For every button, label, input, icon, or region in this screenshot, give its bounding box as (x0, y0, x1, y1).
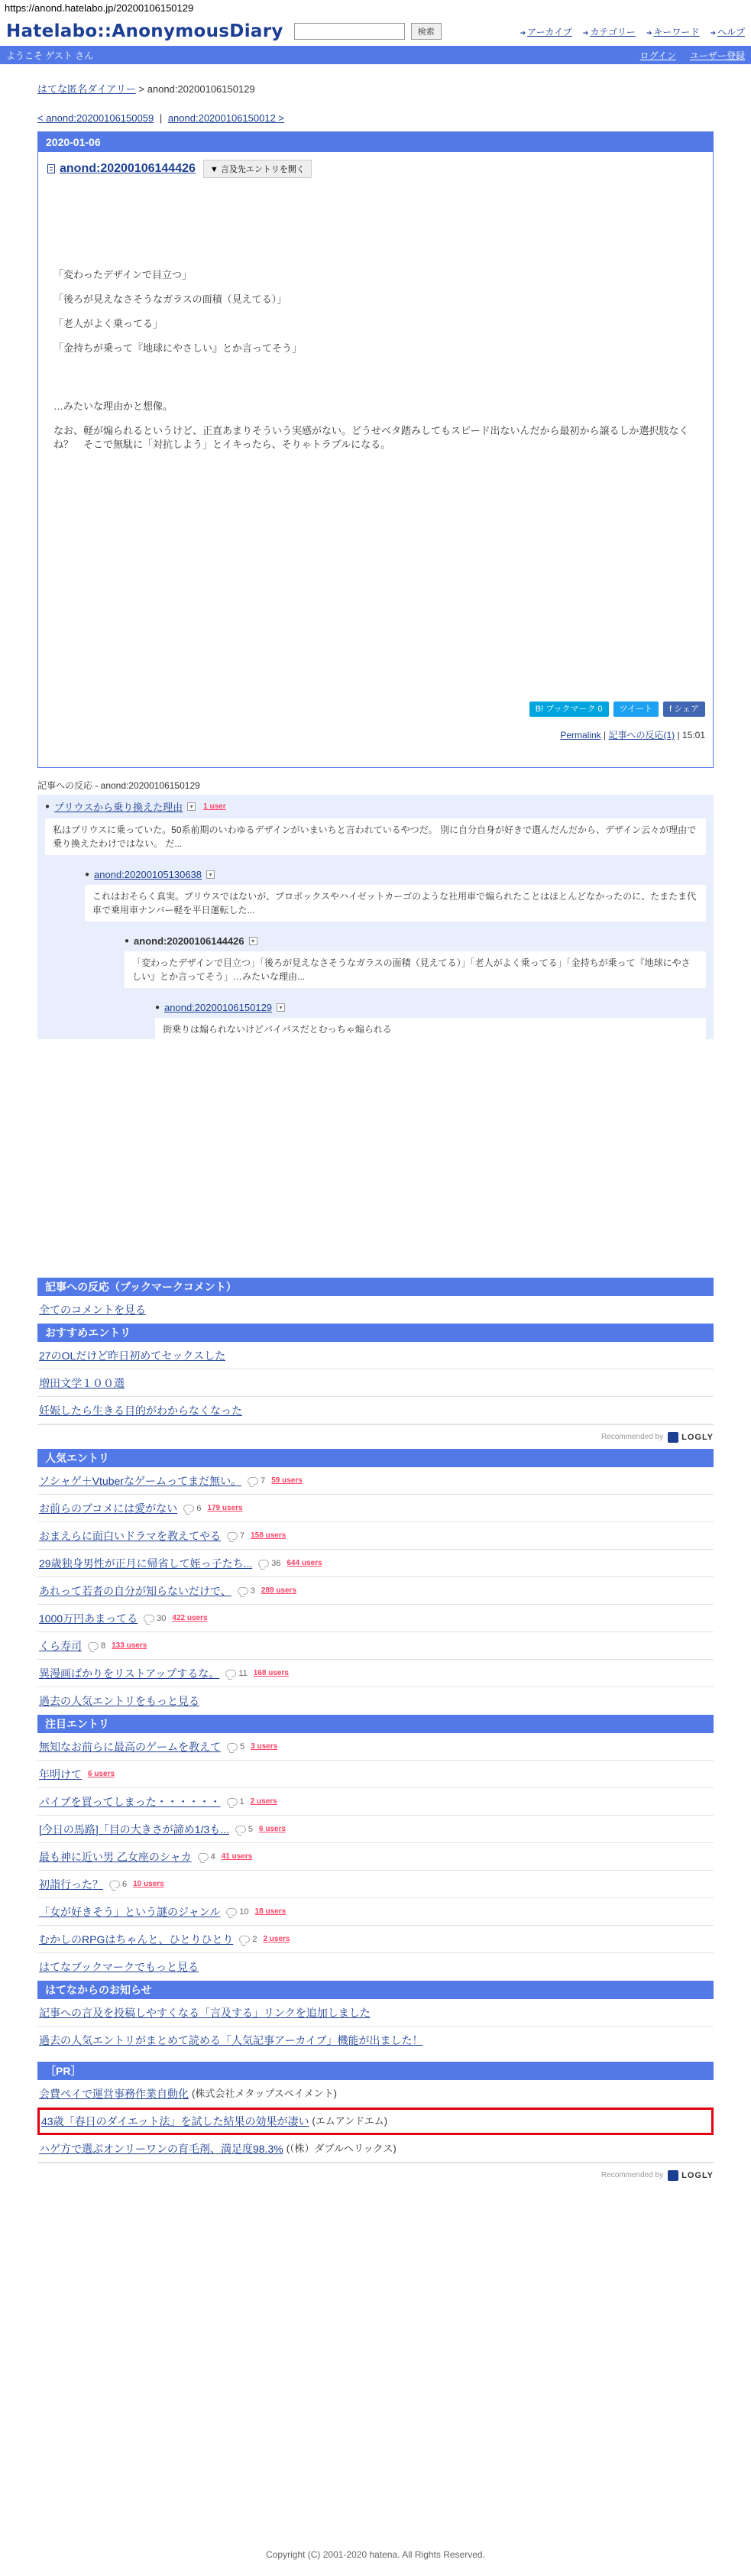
bullet-icon: ● (85, 870, 90, 879)
bullet-icon: ● (155, 1003, 160, 1012)
notable-entry-link[interactable]: 「女が好きそう」という謎のジャンル (39, 1905, 221, 1918)
comment-count: 10 (226, 1898, 248, 1926)
nav-help-link[interactable]: ➔ ヘルプ (710, 25, 745, 38)
reaction-item (155, 1002, 706, 1041)
bullet-icon: ● (125, 937, 130, 945)
bullet-icon: ● (45, 802, 50, 811)
comment-count: 8 (88, 1632, 105, 1660)
speech-bubble-icon (88, 1642, 99, 1650)
pr-link[interactable]: 会費ペイで運営事務作業自動化 (39, 2087, 189, 2100)
speech-bubble-icon (235, 1826, 246, 1833)
comment-count: 11 (225, 1660, 247, 1687)
users-count-badge[interactable]: 41 users (221, 1852, 253, 1861)
list-item (37, 1788, 714, 1816)
popular-entry-link[interactable]: 1000万円あまってる (39, 1612, 138, 1625)
list-item (37, 2135, 714, 2163)
speech-bubble-icon (144, 1615, 154, 1622)
pr-link[interactable]: ハゲ方で選ぶオンリーワンの育毛剤、満足度98.3% (39, 2142, 283, 2155)
list-item (37, 1577, 714, 1605)
list-item (37, 1550, 714, 1577)
list-item (37, 1733, 714, 1761)
notable-entry-link[interactable]: むかしのRPGはちゃんと、ひとりひとり (39, 1933, 234, 1946)
list-item (37, 1605, 714, 1632)
next-entry-link[interactable]: anond:20200106150012 > (167, 112, 285, 124)
list-item (37, 1898, 714, 1926)
entry-pager (37, 112, 714, 124)
comment-count: 6 (183, 1495, 201, 1522)
entry-paragraph: 「後ろが見えなさそうなガラスの面積（見えてる）」 (53, 293, 287, 305)
list-item (37, 1522, 714, 1550)
speech-bubble-icon (226, 1908, 237, 1916)
url-bar[interactable]: https://anond.hatelabo.jp/20200106150129 (0, 0, 751, 17)
reaction-excerpt: これはおそらく真実。プリウスではないが、プロボックスやハイゼットカーゴのような社用車で煽られたことはほとんどなかったのに、たまたま代車で乗用車ナンバー軽を平日運転した... (85, 885, 706, 922)
section-header: ［PR］ (37, 2062, 714, 2080)
breadcrumb-home-link[interactable]: はてな匿名ダイアリー (37, 83, 136, 95)
all-comments-link[interactable]: 全てのコメントを見る (39, 1304, 146, 1316)
reaction-excerpt: 私はプリウスに乗っていた。50系前期のいわゆるデザインがいまいちと言われているやつだ。 別に自分自身が好きで選んだんだから、デザイン云々が理由で乗り換えたわけではない。 だ... (45, 818, 706, 855)
nav-category-link[interactable]: ➔ カテゴリー (583, 25, 636, 38)
comment-count: 2 (239, 1926, 257, 1953)
welcome-greeting: ようこそ ゲスト さん (6, 50, 94, 61)
main-content (0, 81, 751, 2187)
list-item (37, 1342, 714, 1369)
breadcrumb-current: anond:20200106150129 (147, 83, 255, 95)
popular-entry-link[interactable]: ソシャゲ＋Vtuberなゲームってまだ無い。 (39, 1474, 242, 1487)
logly-brand[interactable]: LOGLY (681, 1432, 714, 1442)
section-header: おすすめエントリ (37, 1324, 714, 1342)
recommended-section (37, 1324, 714, 1449)
notable-entry-link[interactable]: 無知なお前らに最高のゲームを教えて (39, 1740, 221, 1753)
users-count-badge[interactable]: 2 users (263, 1935, 290, 1943)
comment-count: 7 (227, 1522, 244, 1550)
day-date: 2020-01-06 (38, 132, 713, 152)
share-buttons (529, 702, 705, 717)
tweet-button[interactable]: ツイート (613, 702, 659, 717)
hatena-bookmark-button[interactable]: B! ブックマーク 0 (529, 702, 609, 717)
list-item (37, 2080, 714, 2108)
logly-logo-icon (668, 1432, 678, 1443)
comment-count: 5 (235, 1816, 253, 1843)
reaction-item (85, 869, 706, 1041)
list-item (37, 1761, 714, 1788)
speech-bubble-icon (183, 1505, 194, 1512)
site-logo[interactable]: Hatelabo::AnonymousDiary (6, 21, 283, 41)
comment-count: 5 (227, 1733, 244, 1761)
users-count-badge[interactable]: 3 users (251, 1742, 278, 1751)
list-item (37, 1397, 714, 1424)
popular-entry-link[interactable]: お前らのブコメには愛がない (39, 1502, 178, 1515)
users-count-badge[interactable]: 179 users (207, 1504, 243, 1512)
popular-entry-link[interactable]: くら寿司 (39, 1639, 82, 1652)
reaction-title-link[interactable]: anond:20200106150129 (164, 1002, 273, 1013)
entry-paragraph: 「変わったデザインで目立つ」 (53, 269, 192, 280)
highlighted-pr-row (37, 2108, 714, 2135)
list-item (37, 1495, 714, 1522)
popular-entry-link[interactable]: おまえらに面白いドラマを教えてやる (39, 1529, 221, 1542)
prev-entry-link[interactable]: < anond:20200106150059 (37, 112, 154, 124)
more-popular-link[interactable]: 過去の人気エントリをもっと見る (39, 1695, 199, 1707)
reaction-excerpt: 「変わったデザインで目立つ」「後ろが見えなさそうなガラスの面積（見えてる）」「老人がよく乗ってる」「金持ちが乗って『地球にやさしい』とか言ってそう」…みたいな理由... (125, 951, 706, 988)
users-count-badge[interactable]: 168 users (253, 1669, 289, 1677)
list-item (37, 1953, 714, 1981)
toggle-icon[interactable]: ▾ (277, 1003, 285, 1012)
list-item (37, 1660, 714, 1687)
comment-count: 1 (227, 1788, 244, 1816)
users-count-badge[interactable]: 59 users (271, 1476, 303, 1485)
pr-section (37, 2062, 714, 2187)
breadcrumb-separator: > (138, 83, 145, 95)
comment-count: 30 (144, 1605, 166, 1632)
notable-entry-link[interactable]: 初詣行った？ (39, 1878, 103, 1891)
notable-entry-link[interactable]: [今日の馬路]「目の大きさが諦め1/3も... (39, 1823, 229, 1836)
day-section (37, 131, 714, 768)
register-link[interactable]: ユーザー登録 (689, 50, 745, 61)
users-count-badge[interactable]: 1 user (203, 802, 226, 811)
notable-section (37, 1715, 714, 1981)
notable-entry-link[interactable]: パイプを買ってしまった・・・・・・ (39, 1795, 221, 1808)
popular-entry-link[interactable]: 異漫画ばかりをリストアップするな。 (39, 1667, 220, 1680)
welcome-bar (0, 46, 751, 64)
recommended-link[interactable]: 27のOLだけど昨日初めてセックスした (39, 1349, 226, 1362)
section-header: はてなからのお知らせ (37, 1981, 714, 1999)
recommended-by (37, 2163, 714, 2187)
section-header: 注目エントリ (37, 1715, 714, 1733)
users-count-badge[interactable]: 133 users (112, 1641, 147, 1650)
entry-title-link[interactable]: anond:20200106144426 (60, 162, 196, 175)
section-header: 記事への反応（ブックマークコメント） (37, 1278, 714, 1296)
list-item (37, 1926, 714, 1953)
expand-reference-button[interactable]: ▼ 言及先エントリを開く (203, 160, 312, 178)
popular-entry-link[interactable]: 29歳独身男性が正月に帰省して姪っ子たち... (39, 1557, 253, 1570)
document-icon (47, 164, 55, 173)
users-count-badge[interactable]: 18 users (254, 1907, 286, 1916)
header-nav (520, 25, 745, 38)
reaction-item (125, 935, 706, 1041)
toggle-icon[interactable]: ▾ (249, 937, 257, 945)
bookmark-comments-section (37, 1278, 714, 1324)
footer-separator: | (604, 730, 607, 740)
users-count-badge[interactable]: 10 users (133, 1880, 164, 1888)
list-item (37, 1369, 714, 1397)
facebook-share-button[interactable]: f シェア (663, 702, 705, 717)
speech-bubble-icon (227, 1532, 238, 1540)
speech-bubble-icon (238, 1587, 248, 1595)
nav-keyword-link[interactable]: ➔ キーワード (646, 25, 700, 38)
reaction-item (45, 799, 706, 1041)
recommended-link[interactable]: 増田文学１００選 (39, 1376, 125, 1389)
entry-paragraph: なお、軽が煽られるというけど、正直あまりそういう実感がない。どうせベタ踏みしてもスピード出ないんだから最初から譲るしか選択肢なくね？ そこで無駄に「対抗しよう」とイキったら、そりゃトラブルになる。 (53, 425, 689, 450)
login-link[interactable]: ログイン (639, 50, 676, 61)
logly-brand[interactable]: LOGLY (681, 2170, 714, 2180)
entry-paragraph: …みたいな理由かと想像。 (53, 400, 173, 412)
comment-count: 7 (248, 1467, 265, 1495)
popular-entry-link[interactable]: あれって若者の自分が知らないだけで、 (39, 1584, 231, 1597)
list-item (37, 1687, 714, 1715)
speech-bubble-icon (248, 1477, 258, 1485)
reactions-link[interactable]: 記事への反応(1) (608, 730, 675, 740)
entry-footer (560, 728, 705, 741)
spacer (37, 1039, 714, 1278)
reactions-title: 記事への反応 - anond:20200106150129 (37, 780, 200, 791)
users-count-badge[interactable]: 644 users (286, 1559, 322, 1567)
toggle-icon[interactable]: ▾ (187, 802, 196, 811)
logly-logo-icon (668, 2170, 678, 2181)
speech-bubble-icon (109, 1881, 120, 1888)
users-count-badge[interactable]: 158 users (251, 1531, 286, 1540)
reactions-tree (37, 795, 714, 1039)
recommended-by-label: Recommended by (600, 1433, 664, 1441)
advertiser-name: (（株）ダブルヘリックス) (286, 2142, 397, 2154)
comment-count: 4 (198, 1843, 215, 1871)
recommended-link[interactable]: 妊娠したら生きる目的がわからなくなった (39, 1404, 242, 1417)
list-item (37, 1467, 714, 1495)
list-item (37, 1999, 714, 2027)
users-count-badge[interactable]: 422 users (172, 1614, 208, 1622)
users-count-badge[interactable]: 2 users (250, 1797, 277, 1806)
entry-body (38, 268, 713, 452)
speech-bubble-icon (198, 1853, 209, 1861)
notable-entry-link[interactable]: 年明けて (39, 1768, 82, 1781)
list-item (37, 1296, 714, 1324)
speech-bubble-icon (227, 1798, 238, 1806)
speech-bubble-icon (239, 1936, 250, 1943)
search-input[interactable] (294, 23, 405, 40)
advertiser-name: (エムアンドエム) (312, 2115, 388, 2127)
reaction-title-current: anond:20200106144426 (134, 935, 244, 947)
list-item (37, 1871, 714, 1898)
list-item (37, 2027, 714, 2054)
users-count-badge[interactable]: 6 users (259, 1825, 286, 1833)
nav-archive-link[interactable]: ➔ アーカイブ (520, 25, 572, 38)
pager-separator: | (159, 112, 163, 124)
news-link[interactable]: 記事への言及を投稿しやすくなる「言及する」リンクを追加しました (39, 2006, 371, 2019)
speech-bubble-icon (258, 1560, 269, 1567)
news-link[interactable]: 過去の人気エントリがまとめて読める「人気記事アーカイブ」機能が出ました！ (39, 2034, 423, 2046)
speech-bubble-icon (225, 1670, 236, 1677)
list-item (37, 1632, 714, 1660)
site-header (0, 17, 751, 46)
permalink-link[interactable]: Permalink (560, 730, 601, 740)
more-bookmark-link[interactable]: はてなブックマークでもっと見る (39, 1961, 199, 1973)
toggle-icon[interactable]: ▾ (206, 870, 215, 879)
speech-bubble-icon (227, 1743, 238, 1751)
list-item (37, 1843, 714, 1871)
comment-count: 3 (238, 1577, 255, 1605)
notable-entry-link[interactable]: 最も神に近い男 乙女座のシャカ (39, 1850, 192, 1863)
comment-count: 6 (109, 1871, 127, 1898)
entry-time: 15:01 (681, 730, 705, 740)
entry-paragraph: 「老人がよく乗ってる」 (53, 318, 163, 329)
reaction-excerpt: 街乗りは煽られないけどバイパスだとむっちゃ煽られる (155, 1018, 706, 1041)
popular-section (37, 1449, 714, 1715)
users-count-badge[interactable]: 6 users (88, 1770, 115, 1778)
comment-count: 36 (258, 1550, 280, 1577)
recommended-by (37, 1424, 714, 1449)
pr-link[interactable]: 43歳「春日のダイエット法」を試した結果の効果が凄い (41, 2115, 309, 2127)
reaction-title-link[interactable]: プリウスから乗り換えた理由 (54, 802, 183, 813)
advertiser-name: (株式会社メタップスペイメント) (192, 2087, 338, 2099)
footer-separator: | (677, 730, 680, 740)
news-section (37, 1981, 714, 2054)
search-button[interactable]: 検索 (411, 23, 442, 40)
recommended-by-label: Recommended by (600, 2171, 664, 2179)
entry-paragraph: 「金持ちが乗って『地球にやさしい』とか言ってそう」 (53, 342, 303, 354)
entry-titlebar (38, 160, 713, 178)
users-count-badge[interactable]: 289 users (261, 1586, 297, 1595)
copyright-footer: Copyright (C) 2001-2020 hatena. All Rights Reserved. (266, 2549, 485, 2560)
section-header: 人気エントリ (37, 1449, 714, 1467)
list-item (37, 1816, 714, 1843)
reaction-title-link[interactable]: anond:20200105130638 (94, 869, 202, 880)
breadcrumb (37, 81, 714, 96)
